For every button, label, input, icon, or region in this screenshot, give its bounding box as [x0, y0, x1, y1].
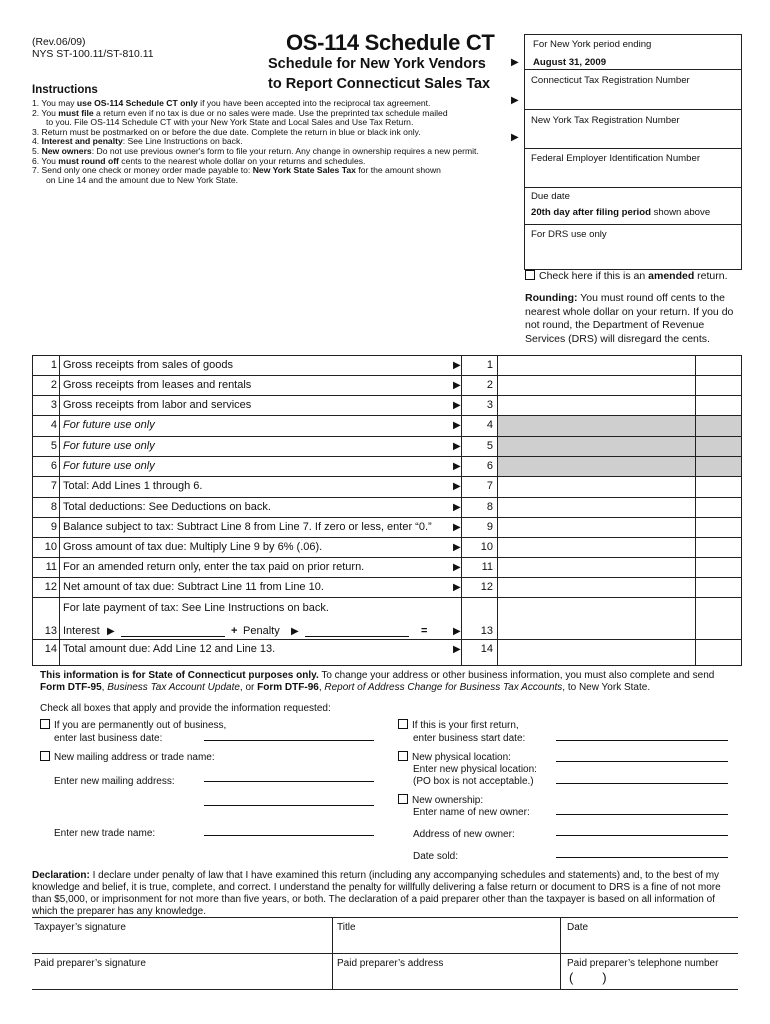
arrow-icon: ▶ [453, 481, 461, 492]
instruction-text: if you have been accepted into the reciprocal tax agreement. [197, 98, 431, 108]
new-ownership-label-1 [398, 794, 483, 807]
line-number: 8 [50, 501, 57, 513]
period-ending-label: For New York period ending [533, 39, 652, 50]
line-12-row [33, 578, 741, 598]
new-physical-checkbox[interactable] [398, 751, 408, 761]
due-date-value-bold: 20th day after filing period [531, 207, 651, 218]
rounding-note [525, 292, 735, 346]
notice-text: , [318, 682, 325, 693]
arrow-icon: ▶ [453, 626, 461, 637]
line-12-amount-input[interactable] [499, 578, 695, 597]
instructions-heading: Instructions [32, 84, 98, 96]
revision-label: (Rev.06/09) [32, 37, 86, 48]
new-mailing-checkbox[interactable] [40, 751, 50, 761]
arrow-icon: ▶ [453, 400, 461, 411]
instruction-emphasis: must round off [58, 155, 119, 166]
instruction-text: 1. You may [32, 98, 77, 108]
line-number: 5 [50, 440, 57, 452]
amended-checkbox[interactable] [525, 270, 535, 280]
due-date-value-rest: shown above [650, 207, 711, 218]
divider [59, 396, 60, 416]
late-payment-label: For late payment of tax: See Line Instructions on back. [63, 602, 329, 614]
arrow-icon: ▶ [453, 461, 461, 472]
date-sold-input[interactable] [556, 857, 728, 858]
line-6-amount-input [499, 457, 695, 476]
line-label: Balance subject to tax: Subtract Line 8 from Line 7. If zero or less, enter “0.” [63, 521, 432, 533]
date-field[interactable]: Date [567, 922, 589, 933]
declaration [32, 870, 738, 918]
new-ownership-checkbox[interactable] [398, 794, 408, 804]
arrow-icon: ▶ [511, 57, 519, 68]
line-9-row [33, 518, 741, 538]
line-number: 2 [50, 379, 57, 391]
out-of-business-text: If you are permanently out of business, [54, 720, 227, 731]
amended-return-row[interactable] [525, 270, 728, 282]
line-11-amount-input[interactable] [499, 558, 695, 577]
line-4-row [33, 416, 741, 437]
line-number: 3 [50, 399, 57, 411]
new-physical-text: New physical location: [412, 752, 511, 763]
check-all-instruction: Check all boxes that apply and provide the information requested: [40, 703, 331, 714]
dtf96-title: Report of Address Change for Business Tax Accounts [324, 682, 563, 693]
new-physical-location-input-2[interactable] [556, 783, 728, 784]
line-13-amount-input[interactable] [499, 620, 695, 639]
line-number: 7 [50, 480, 57, 492]
line-number: 6 [486, 460, 493, 472]
line-number: 12 [44, 581, 57, 593]
instruction-text: 4. [32, 136, 42, 147]
declaration-text: I declare under penalty of law that I have examined this return (including any accompanying schedules and statements) and, to the best of my knowledge and belief, it is true, complete, and correct. I understand the penalty for willfully delivering a false return or document to DRS is a fine of not more than $5,000, or imprisonment for not more than five years, or both. The declaration of a paid preparer other than the taxpayer is based on all information of which the preparer has any knowledge. [32, 870, 721, 917]
line-2-amount-input[interactable] [499, 376, 695, 395]
arrow-icon: ▶ [107, 626, 115, 637]
form-codes: NYS ST-100.11/ST-810.11 [32, 49, 154, 60]
line-label: For an amended return only, enter the tax paid on prior return. [63, 561, 365, 573]
instruction-text: a return even if no tax is due or no sales were made. Use the preprinted tax schedule mailed [93, 107, 448, 118]
divider [59, 498, 60, 518]
instruction-emphasis: use OS-114 Schedule CT only [76, 98, 198, 108]
notice-text: , [101, 682, 108, 693]
period-ending-value: August 31, 2009 [533, 57, 607, 68]
notice-text: , or [239, 682, 258, 693]
arrow-icon: ▶ [453, 522, 461, 533]
arrow-icon: ▶ [453, 644, 461, 655]
new-physical-label-3: (PO box is not acceptable.) [413, 776, 534, 787]
first-return-label-2: enter business start date: [413, 733, 526, 744]
divider [332, 917, 333, 989]
notice-text: To change your address or other business information, you must also complete and send [318, 670, 715, 681]
line-label: Gross receipts from sales of goods [63, 359, 233, 371]
new-owner-name-input[interactable] [556, 814, 728, 815]
line-number: 9 [50, 521, 57, 533]
taxpayer-info-box [524, 34, 742, 270]
line-number: 1 [486, 359, 493, 371]
new-owner-address-input[interactable] [556, 835, 728, 836]
line-5-row [33, 437, 741, 457]
rounding-bold: Rounding: [525, 292, 578, 304]
declaration-bold: Declaration: [32, 870, 90, 881]
instruction-text: 3. Return must be postmarked on or before the due date. Complete the return in blue or black ink only. [32, 126, 421, 137]
instruction-text: 2. You [32, 107, 59, 118]
line-label: Gross receipts from labor and services [63, 399, 252, 411]
arrow-icon: ▶ [453, 542, 461, 553]
line-number: 9 [486, 521, 493, 533]
interest-input[interactable] [121, 636, 225, 637]
new-mailing-text: New mailing address or trade name: [54, 752, 215, 763]
line-number: 2 [486, 379, 493, 391]
line-number: 11 [481, 561, 493, 573]
line-1-amount-input[interactable] [499, 356, 695, 375]
ny-registration-field[interactable] [525, 110, 741, 149]
line-3-amount-input[interactable] [499, 396, 695, 415]
instruction-text: 6. You [32, 155, 59, 166]
period-ending-cell [525, 35, 741, 70]
line-number: 10 [44, 541, 57, 553]
instruction-text: : Do not use previous owner's form to file your return. Any change in ownership requires a new permit. [91, 145, 479, 156]
fein-label: Federal Employer Identification Number [531, 153, 701, 164]
instructions-list [32, 99, 504, 185]
line-number: 10 [480, 541, 493, 553]
due-date-cell [525, 188, 741, 225]
line-6-row [33, 457, 741, 477]
arrow-icon: ▶ [511, 95, 519, 106]
divider [32, 989, 738, 990]
arrow-icon: ▶ [453, 562, 461, 573]
notice-text: , to New York State. [562, 682, 651, 693]
line-8-amount-input[interactable] [499, 498, 695, 517]
plus-sign: + [231, 625, 238, 637]
divider [59, 558, 60, 578]
line-number: 13 [44, 625, 57, 637]
line-items-table [32, 355, 742, 666]
line-label: Total: Add Lines 1 through 6. [63, 480, 203, 492]
first-return-text: If this is your first return, [412, 720, 519, 731]
instruction-emphasis: Interest and penalty [41, 136, 123, 147]
rounding-text: You must round off cents to the nearest whole dollar on your return. If you do not round, the Department of Revenue Services (DRS) will disregard the cents. [525, 292, 734, 345]
arrow-icon: ▶ [291, 626, 299, 637]
line-7-amount-input[interactable] [499, 477, 695, 497]
line-14-row [33, 640, 741, 664]
line-number: 13 [480, 625, 493, 637]
line-number: 7 [486, 480, 493, 492]
line-number: 11 [45, 561, 57, 573]
divider [59, 518, 60, 538]
out-of-business-label-1 [40, 719, 226, 732]
first-return-label-1 [398, 719, 519, 732]
ny-registration-label: New York Tax Registration Number [531, 115, 680, 126]
line-number: 4 [486, 419, 493, 431]
line-11-row [33, 558, 741, 578]
address-owner-label: Address of new owner: [413, 829, 515, 840]
ct-registration-label: Connecticut Tax Registration Number [531, 75, 690, 86]
line-10-row [33, 538, 741, 558]
line-number: 14 [480, 643, 493, 655]
line-label: Gross amount of tax due: Multiply Line 9 by 6% (.06). [63, 541, 323, 553]
form-dtf96: Form DTF-96 [257, 682, 319, 693]
penalty-input[interactable] [305, 636, 409, 637]
divider [59, 437, 60, 457]
enter-mailing-label: Enter new mailing address: [54, 776, 175, 787]
new-mailing-label [40, 751, 215, 764]
new-trade-name-input[interactable] [204, 835, 374, 836]
line-1-row [33, 356, 741, 376]
line-3-row [33, 396, 741, 416]
divider [32, 953, 738, 954]
late-payment-row [33, 598, 741, 640]
due-date-label: Due date [531, 191, 570, 202]
new-physical-location-input-1[interactable] [556, 761, 728, 762]
divider [59, 578, 60, 598]
out-of-business-checkbox[interactable] [40, 719, 50, 729]
instruction-text: 7. Send only one check or money order made payable to: [32, 165, 253, 176]
line-number: 12 [480, 581, 493, 593]
line-label: For future use only [63, 419, 155, 431]
date-sold-label: Date sold: [413, 851, 459, 862]
enter-trade-label: Enter new trade name: [54, 828, 156, 839]
equals-sign: = [421, 625, 428, 637]
line-number: 14 [44, 643, 57, 655]
arrow-icon: ▶ [511, 132, 519, 143]
new-ownership-label-2: Enter name of new owner: [413, 807, 530, 818]
line-label: Net amount of tax due: Subtract Line 11 from Line 10. [63, 581, 324, 593]
divider [59, 457, 60, 477]
line-number: 3 [486, 399, 493, 411]
instruction-text: cents to the nearest whole dollar on your returns and schedules. [118, 155, 366, 166]
line-label: Total deductions: See Deductions on back. [63, 501, 271, 513]
dtf95-title: Business Tax Account Update [107, 682, 240, 693]
line-8-row [33, 498, 741, 518]
divider [59, 376, 60, 396]
divider [59, 416, 60, 437]
line-4-amount-input [499, 416, 695, 436]
instruction-emphasis: New owners [41, 145, 92, 156]
out-of-business-label-2: enter last business date: [54, 733, 163, 744]
instruction-text: : See Line Instructions on back. [122, 136, 243, 147]
ct-purposes-notice [40, 670, 736, 694]
first-return-checkbox[interactable] [398, 719, 408, 729]
drs-use-cell [525, 225, 741, 269]
new-mailing-address-input-1[interactable] [204, 781, 374, 782]
amended-pre: Check here if this is an [539, 270, 649, 282]
drs-use-label: For DRS use only [531, 229, 607, 240]
amended-post: return. [694, 270, 728, 282]
business-start-date-input[interactable] [556, 740, 728, 741]
arrow-icon: ▶ [453, 380, 461, 391]
amended-bold: amended [648, 270, 695, 282]
form-subtitle-2: to Report Connecticut Sales Tax [268, 76, 491, 92]
line-7-row [33, 477, 741, 498]
instruction-emphasis: must file [58, 107, 94, 118]
instruction-item [32, 176, 504, 186]
divider [59, 356, 60, 376]
instruction-text: 5. [32, 145, 42, 156]
line-label: Gross receipts from leases and rentals [63, 379, 252, 391]
fein-field[interactable] [525, 149, 741, 188]
line-label: Total amount due: Add Line 12 and Line 13. [63, 643, 276, 655]
divider [59, 477, 60, 498]
form-subtitle-1: Schedule for New York Vendors [268, 56, 486, 72]
line-label: For future use only [63, 440, 155, 452]
line-label: For future use only [63, 460, 155, 472]
instruction-text: for the amount shown [355, 165, 441, 176]
divider [560, 917, 561, 989]
arrow-icon: ▶ [453, 502, 461, 513]
line-9-amount-input[interactable] [499, 518, 695, 537]
notice-bold: This information is for State of Connecticut purposes only. [40, 670, 319, 681]
new-physical-label-2: Enter new physical location: [413, 764, 537, 775]
instruction-text: to you. File OS-114 Schedule CT with your New York State and Local Sales and Use Tax Return. [46, 117, 414, 128]
line-number: 4 [50, 419, 57, 431]
new-ownership-text: New ownership: [412, 795, 484, 806]
divider [59, 538, 60, 558]
line-number: 6 [50, 460, 57, 472]
preparer-phone-field[interactable]: Paid preparer’s telephone number [567, 958, 719, 969]
penalty-label: Penalty [243, 625, 280, 637]
instruction-emphasis: New York State Sales Tax [252, 165, 356, 176]
arrow-icon: ▶ [453, 360, 461, 371]
line-14-amount-input[interactable] [499, 640, 695, 658]
preparer-address-field[interactable]: Paid preparer’s address [337, 958, 444, 969]
divider [59, 598, 60, 640]
due-date-value [525, 202, 741, 218]
form-dtf95: Form DTF-95 [40, 682, 102, 693]
form-title: OS-114 Schedule CT [286, 30, 495, 55]
divider [59, 640, 60, 665]
last-business-date-input[interactable] [204, 740, 374, 741]
line-2-row [33, 376, 741, 396]
phone-area-code-parens[interactable]: ( ) [569, 970, 607, 985]
new-physical-label-1 [398, 751, 511, 764]
arrow-icon: ▶ [453, 420, 461, 431]
line-number: 8 [486, 501, 493, 513]
ct-registration-field[interactable] [525, 70, 741, 110]
line-number: 5 [486, 440, 493, 452]
line-10-amount-input[interactable] [499, 538, 695, 557]
arrow-icon: ▶ [453, 582, 461, 593]
instruction-text: on Line 14 and the amount due to New York State. [46, 174, 239, 185]
arrow-icon: ▶ [453, 441, 461, 452]
new-mailing-address-input-2[interactable] [204, 805, 374, 806]
line-number: 1 [50, 359, 57, 371]
title-field[interactable]: Title [337, 922, 356, 933]
interest-label: Interest [63, 625, 100, 637]
taxpayer-signature-field[interactable]: Taxpayer’s signature [34, 922, 126, 933]
line-5-amount-input [499, 437, 695, 456]
preparer-signature-field[interactable]: Paid preparer’s signature [34, 958, 146, 969]
